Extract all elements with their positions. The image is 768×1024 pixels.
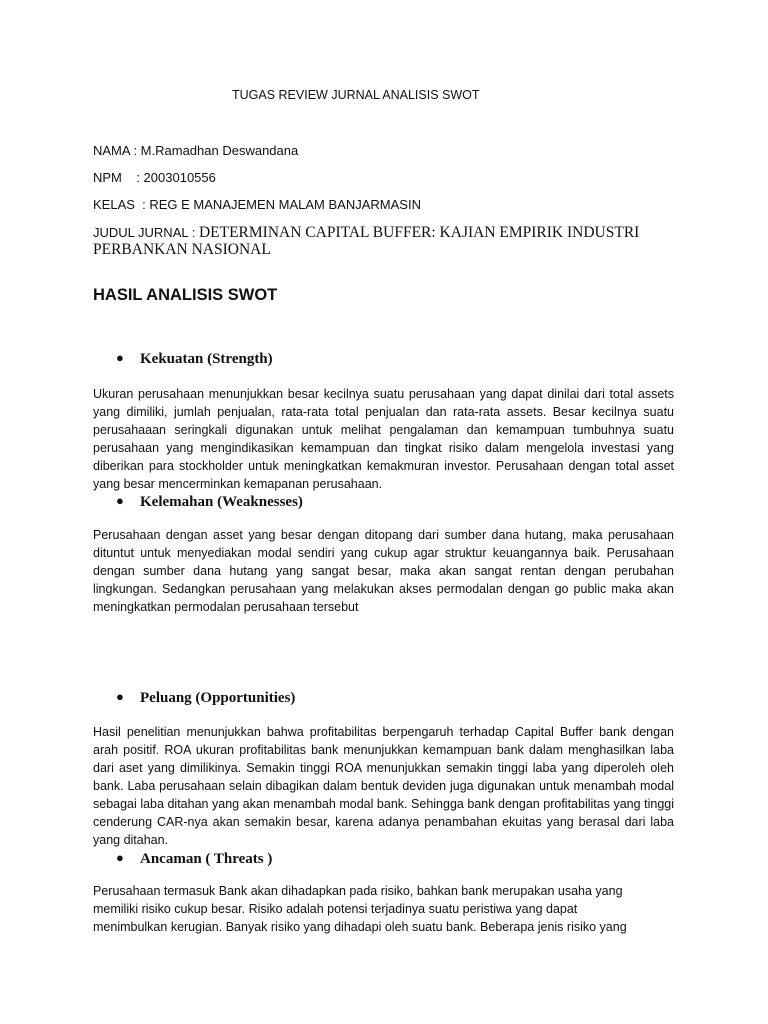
- section-text-weaknesses: Perusahaan dengan asset yang besar dengan ditopang dari sumber dana hutang, maka perusahaan dituntut untuk menyediakan modal sendiri yang cukup agar struktur keuangannya baik. Perusahaan dengan sumber dana hutang yang sangat besar, maka akan sangat rentan dengan perubahan lingkungan. Sedangkan perusahaan yang melakukan akses permodalan dengan go public maka akan meningkatkan permodalan perusahaan tersebut: [93, 528, 674, 614]
- section-heading-strength: [116, 350, 273, 368]
- section-text-strength: Ukuran perusahaan menunjukkan besar kecilnya suatu perusahaan yang dapat dinilai dari total assets yang dimiliki, jumlah penjualan, rata-rata total penjualan dan rata-rata assets. Besar kecilnya suatu perusahaaan seringkali digunakan untuk melihat pengalaman dan kemampuan tumbuhnya suatu perusahaan yang mengindikasikan kemampuan dan tingkat risiko dalam mengelola investasi yang diberikan para stockholder untuk meningkatkan kemakmuran investor. Perusahaan dengan total asset yang besar mencerminkan kemapanan perusahaan.: [93, 387, 674, 491]
- judul-label: JUDUL JURNAL :: [93, 225, 199, 240]
- section-heading-opportunities: [116, 689, 295, 707]
- section-label: Peluang (Opportunities): [140, 690, 296, 706]
- kelas-line: KELAS : REG E MANAJEMEN MALAM BANJARMASIN: [93, 197, 421, 212]
- bullet-icon: ●: [116, 493, 124, 508]
- section-heading-weaknesses: [116, 493, 303, 511]
- section-label: Ancaman ( Threats ): [140, 851, 273, 867]
- bullet-icon: ●: [116, 850, 124, 865]
- section-text-opportunities: Hasil penelitian menunjukkan bahwa profitabilitas berpengaruh terhadap Capital Buffer bank dengan arah positif. ROA ukuran profitabilitas bank menunjukkan kemampuan bank dalam menghasilkan laba dari aset yang dimilikinya. Semakin tinggi ROA menunjukkan semakin tinggi laba yang diperoleh oleh bank. Laba perusahaan selain dibagikan dalam bentuk deviden juga digunakan untuk menambah modal sebagai laba ditahan yang akan menambah modal bank. Sehingga bank dengan profitabilitas yang tinggi cenderung CAR-nya akan semakin besar, karena adanya penambahan ekuitas yang berasal dari laba yang ditahan.: [93, 725, 674, 847]
- judul-line: [93, 224, 693, 258]
- document-title: TUGAS REVIEW JURNAL ANALISIS SWOT: [232, 88, 480, 102]
- section-label: Kekuatan (Strength): [140, 351, 273, 367]
- npm-line: NPM : 2003010556: [93, 170, 216, 185]
- section-heading-threats: [116, 850, 272, 868]
- nama-line: NAMA : M.Ramadhan Deswandana: [93, 143, 299, 158]
- section-text-threats: Perusahaan termasuk Bank akan dihadapkan pada risiko, bahkan bank merupakan usaha yang memiliki risiko cukup besar. Risiko adalah potensi terjadinya suatu peristiwa yang dapat menimbulkan kerugian. Banyak risiko yang dihadapi oleh suatu bank. Beberapa jenis risiko yang: [93, 884, 627, 934]
- section-label: Kelemahan (Weaknesses): [140, 494, 303, 510]
- bullet-icon: ●: [116, 350, 124, 365]
- bullet-icon: ●: [116, 689, 124, 704]
- swot-heading: HASIL ANALISIS SWOT: [93, 286, 278, 304]
- judul-title: DETERMINAN CAPITAL BUFFER: KAJIAN EMPIRIK INDUSTRI PERBANKAN NASIONAL: [93, 224, 640, 258]
